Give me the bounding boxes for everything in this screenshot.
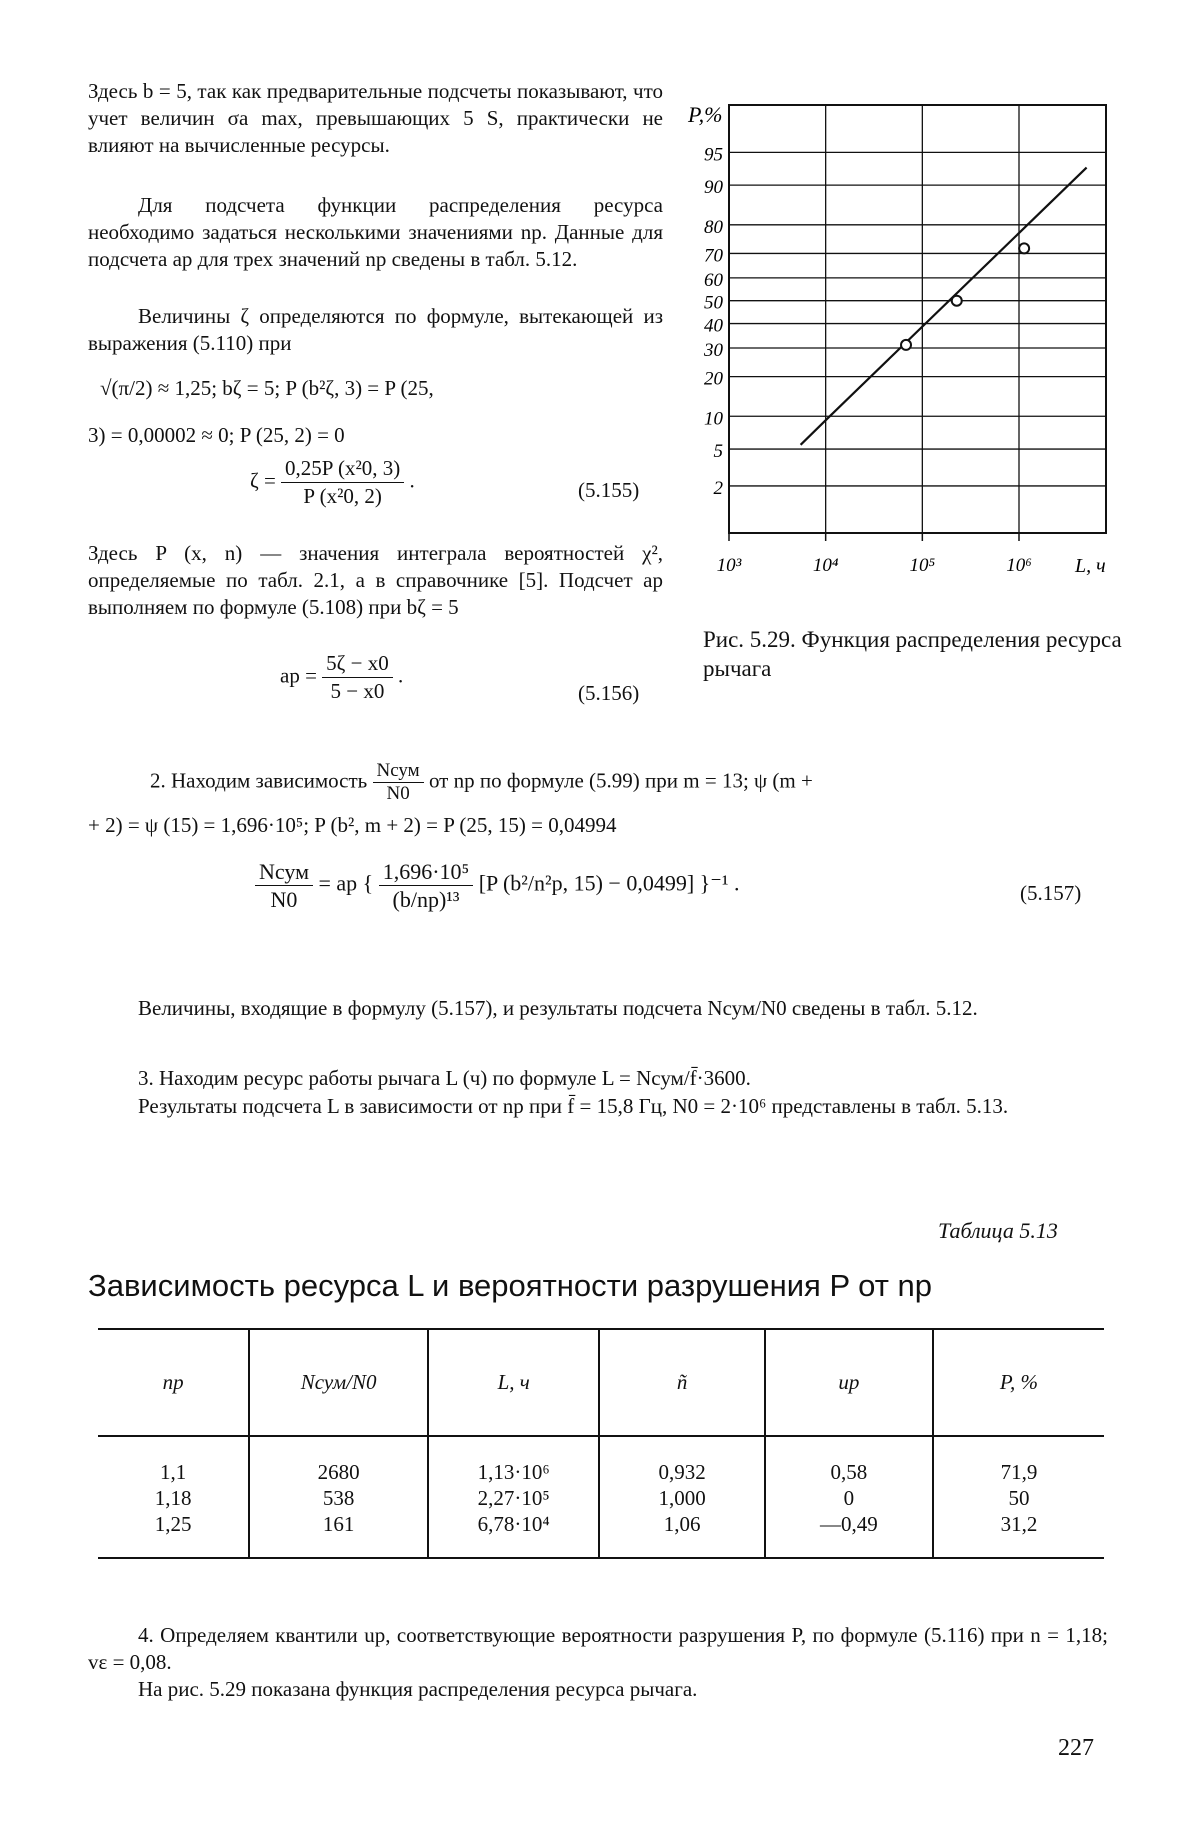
step4-paragraph — [88, 1622, 1108, 1676]
data-point-marker — [952, 296, 962, 306]
probability-paragraph — [88, 540, 663, 621]
cell-n-2: 1,000 — [658, 1486, 706, 1510]
results-paragraph — [88, 1093, 1108, 1120]
condition-line-1 — [100, 375, 434, 402]
step2-line2-text: + 2) = ψ (15) = 1,696·10⁵; P (b², m + 2) = P (25, 15) = 0,04994 — [88, 813, 617, 837]
page-number-text: 227 — [1058, 1735, 1094, 1761]
cell-l-3: 6,78·10⁴ — [477, 1512, 550, 1536]
cell-l-2: 2,27·10⁵ — [477, 1486, 550, 1510]
condition-text-1: √(π/2) ≈ 1,25; bζ = 5; P (b²ζ, 3) = P (25, — [100, 376, 434, 400]
x-tick-label: 10⁶ — [1006, 555, 1032, 576]
step4-text: 4. Определяем квантили uр, соответствующие вероятности разрушения P, по формуле (5.116) при n = 1,18; vε = 0,08. — [88, 1623, 1108, 1674]
cell-l-1: 1,13·10⁶ — [477, 1460, 550, 1484]
y-tick-label: 20 — [704, 368, 723, 390]
eq157-mid: = aр { — [318, 870, 374, 896]
col-header-n: ñ — [599, 1330, 764, 1436]
x-tick-label: 10⁵ — [909, 555, 936, 576]
table-cell — [428, 1436, 600, 1557]
equation-5-155: ζ = $\frac{\text{0,25P (x²0, 3)}}{\text{P (x²0, 2)}}$ . — [250, 456, 415, 508]
zeta-paragraph — [88, 303, 663, 357]
y-tick-label: 10 — [704, 408, 723, 430]
cell-ratio-2: 538 — [322, 1486, 355, 1510]
plot-frame — [729, 105, 1106, 533]
eq157-lhs-num: Nсум — [255, 858, 313, 886]
step3-paragraph — [88, 1065, 1108, 1092]
table-cell — [599, 1436, 764, 1557]
eq157-number: (5.157) — [1020, 881, 1082, 905]
col-header-up: uр — [765, 1330, 933, 1436]
y-tick-label: 95 — [704, 144, 723, 166]
eq156-lhs: aр = — [280, 663, 317, 688]
col-header-p: P, % — [933, 1330, 1104, 1436]
cell-ratio-3: 161 — [322, 1512, 355, 1536]
x-tick-label: 10³ — [716, 555, 742, 576]
y-tick-label: 90 — [704, 177, 723, 199]
eq155-fraction — [281, 455, 404, 510]
intro-paragraph — [88, 78, 663, 159]
figure-caption — [703, 625, 1123, 683]
x-ticks — [717, 555, 1032, 576]
table-cell — [98, 1436, 249, 1557]
y-ticks — [703, 144, 724, 499]
figure-reference-paragraph — [88, 1676, 1108, 1703]
cell-np-3: 1,25 — [154, 1512, 192, 1536]
eq156-denominator: 5 − x0 — [330, 679, 385, 703]
equation-5-156: aр = $\frac{5\zeta - x0}{5 - x0}$ . — [280, 651, 404, 703]
x-axis-label: L, ч — [1075, 555, 1106, 577]
y-tick-label: 30 — [704, 339, 723, 361]
eq157-inner-num: 1,696·10⁵ — [379, 858, 474, 886]
results-text: Результаты подсчета L в зависимости от nр при f̄ = 15,8 Гц, N0 = 2·10⁶ представлены в табл. 5.13. — [138, 1094, 1009, 1118]
table-row — [98, 1436, 1104, 1557]
eq157-lhs — [255, 858, 313, 913]
table-cell — [933, 1436, 1104, 1557]
figure-5-29-chart — [680, 80, 1110, 600]
resource-paragraph — [88, 192, 663, 273]
y-tick-label: 70 — [704, 245, 723, 267]
step2-line1-post: от nр по формуле (5.99) при m = 13; ψ (m + — [428, 768, 813, 793]
col-header-np: nр — [98, 1330, 249, 1436]
para-b-definition: Здесь b = 5, так как предварительные подсчеты показывают, что учет величин σa max, превышающих 5 S, практически не влияют на вычисленные ресурсы. — [88, 79, 663, 157]
cell-ratio-1: 2680 — [317, 1460, 360, 1484]
equation-5-157 — [255, 858, 739, 913]
series-layer — [801, 168, 1087, 445]
equation-number-155 — [578, 477, 639, 504]
y-tick-label: 60 — [704, 269, 723, 291]
y-tick-label: 5 — [713, 441, 723, 463]
table-label — [938, 1218, 1058, 1244]
eq156-number: (5.156) — [578, 681, 640, 705]
eq157-inner-den: (b/nр)¹³ — [392, 887, 460, 912]
para-zeta: Величины ζ определяются по формуле, вытекающей из выражения (5.110) при — [88, 304, 663, 355]
data-point-marker — [901, 340, 911, 350]
figure-caption-text: Рис. 5.29. Функция распределения ресурса рычага — [703, 627, 1122, 681]
page-number — [1058, 1735, 1094, 1762]
data-point-marker — [1019, 243, 1029, 253]
step2-line-2 — [88, 812, 617, 839]
fit-line — [801, 168, 1087, 445]
step2-results-paragraph — [88, 995, 1108, 1022]
cell-p-1: 71,9 — [1000, 1460, 1038, 1484]
step2-line-1 — [150, 760, 813, 805]
eq155-number: (5.155) — [578, 478, 640, 502]
eq157-lhs-den: N0 — [270, 887, 298, 912]
col-header-ratio: Nсум/N0 — [249, 1330, 428, 1436]
cell-up-3: —0,49 — [819, 1512, 878, 1536]
table-cell — [765, 1436, 933, 1557]
y-tick-label: 50 — [704, 292, 723, 314]
cell-up-2: 0 — [843, 1486, 855, 1510]
y-tick-label: 2 — [713, 477, 723, 499]
cell-p-2: 50 — [1008, 1486, 1030, 1510]
cell-up-1: 0,58 — [830, 1460, 868, 1484]
step2-line1-pre: 2. Находим зависимость — [150, 768, 368, 793]
table-header-row — [98, 1330, 1104, 1436]
table-title-text: Зависимость ресурса L и вероятности разрушения P от nр — [88, 1268, 933, 1303]
step2-frac-den: N0 — [386, 783, 410, 804]
eq155-numerator: 0,25P (x²0, 3) — [281, 455, 404, 483]
eq155-lhs: ζ = — [250, 468, 276, 493]
eq155-denominator: P (x²0, 2) — [303, 484, 382, 508]
step2-frac-num: Nсум — [373, 760, 424, 783]
eq156-fraction — [322, 650, 393, 705]
para-probability: Здесь P (x, n) — значения интеграла вероятностей χ², определяемые по табл. 2.1, а в справочнике [5]. Подсчет aр выполняем по формуле (5.108) при bζ = 5 — [88, 541, 663, 619]
cell-p-3: 31,2 — [1000, 1512, 1038, 1536]
cell-np-1: 1,1 — [160, 1460, 187, 1484]
cell-n-1: 0,932 — [658, 1460, 706, 1484]
table-cell — [249, 1436, 428, 1557]
figure-reference-text: На рис. 5.29 показана функция распределения ресурса рычага. — [138, 1677, 698, 1701]
step2-inline-fraction — [373, 760, 424, 805]
step3-text: 3. Находим ресурс работы рычага L (ч) по формуле L = Nсум/f̄·3600. — [138, 1066, 751, 1090]
eq157-inner-fraction — [379, 858, 474, 913]
col-header-l: L, ч — [428, 1330, 600, 1436]
table-title — [88, 1268, 932, 1304]
equation-number-157 — [1020, 880, 1081, 907]
x-tick-label: 10⁴ — [812, 555, 839, 576]
para-distribution: Для подсчета функции распределения ресурса необходимо задаться несколькими значениями nр. Данные для подсчета aр для трех значений nр сведены в табл. 5.12. — [88, 193, 663, 271]
eq157-bracket: [P (b²/n²р, 15) − 0,0499] — [478, 870, 695, 896]
y-tick-label: 40 — [704, 315, 723, 337]
cell-n-3: 1,06 — [663, 1512, 701, 1536]
table-label-text: Таблица 5.13 — [938, 1218, 1058, 1243]
data-table — [98, 1330, 1104, 1557]
y-axis-label: P,% — [688, 102, 723, 127]
data-table-frame — [98, 1328, 1104, 1559]
eq157-close: }⁻¹ . — [699, 870, 740, 896]
equation-number-156 — [578, 680, 639, 707]
eq156-numerator: 5ζ − x0 — [322, 650, 393, 678]
cell-np-2: 1,18 — [154, 1486, 192, 1510]
grid — [729, 105, 1106, 541]
step2-results-text: Величины, входящие в формулу (5.157), и результаты подсчета Nсум/N0 сведены в табл. 5.12. — [138, 996, 978, 1020]
y-tick-label: 80 — [704, 216, 723, 238]
condition-line-2 — [88, 422, 345, 449]
condition-text-2: 3) = 0,00002 ≈ 0; P (25, 2) = 0 — [88, 423, 345, 447]
